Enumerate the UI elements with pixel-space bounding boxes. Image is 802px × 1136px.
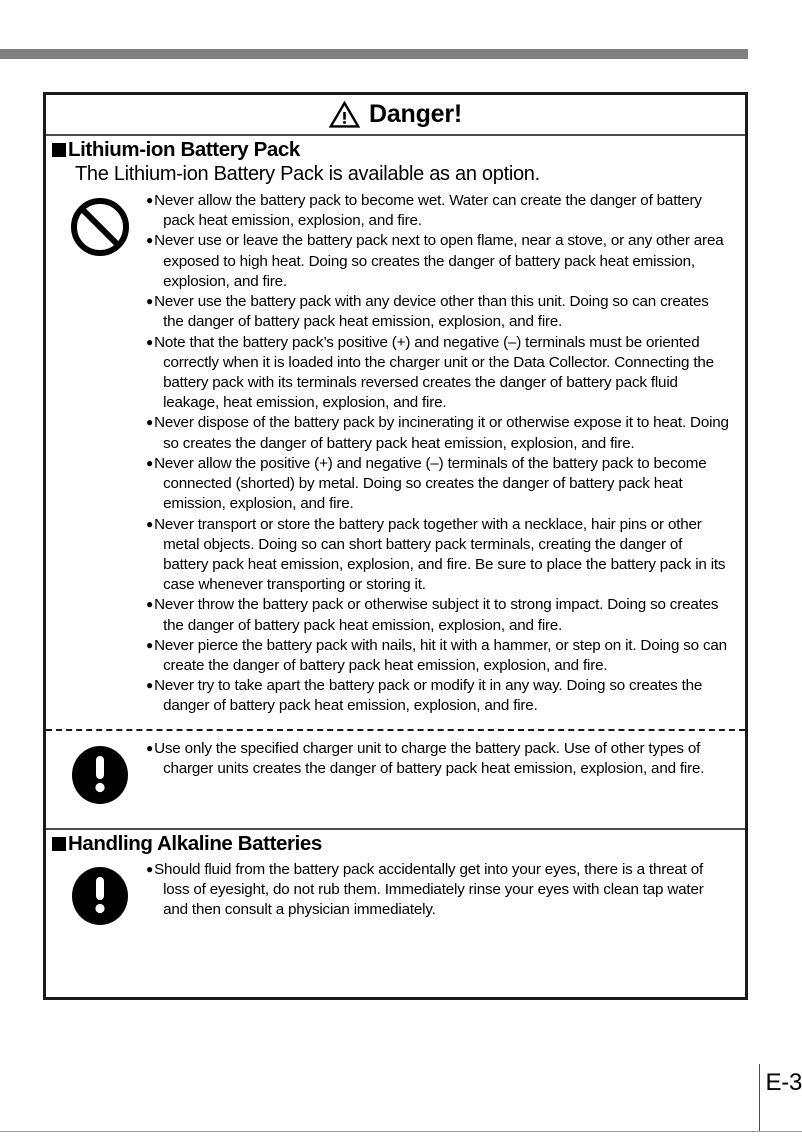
round-bullet-icon: ● [146, 516, 154, 531]
warning-triangle-icon [329, 101, 360, 128]
danger-panel [43, 92, 748, 1000]
round-bullet-icon: ● [146, 597, 154, 612]
section-heading-label: Lithium-ion Battery Pack [68, 138, 300, 161]
page-footer [0, 1069, 802, 1115]
icon-column [54, 860, 146, 927]
danger-title: Danger! [368, 100, 463, 128]
list-item [146, 676, 731, 716]
list-item-text: Never transport or store the battery pack together with a necklace, hair pins or other metal objects. Doing so can short battery pack terminals, creating the danger of battery pack heat emission, explosion, and fire. Be sure to place the battery pack in its case whenever transporting or storing it. [154, 515, 726, 594]
section-lithium-ion-battery-pack [46, 136, 745, 828]
list-item [146, 636, 731, 676]
top-decorative-rule [0, 49, 748, 59]
list-item [146, 739, 731, 779]
list-item-text: Never try to take apart the battery pack or modify it in any way. Doing so creates the danger of battery pack heat emission, explosion, and fire. [154, 677, 703, 715]
list-item [146, 595, 731, 635]
warning-block-prohibited [46, 186, 745, 723]
round-bullet-icon: ● [146, 415, 154, 430]
warning-text-column [146, 739, 737, 779]
round-bullet-icon: ● [146, 678, 154, 693]
list-item [146, 454, 731, 515]
section-heading-lithium [46, 136, 745, 162]
square-bullet-icon [52, 837, 66, 851]
icon-column [54, 191, 146, 258]
warning-text-column [146, 191, 737, 717]
round-bullet-icon: ● [146, 233, 154, 248]
round-bullet-icon: ● [146, 193, 154, 207]
list-item [146, 333, 731, 414]
section-heading-alkaline [46, 830, 745, 856]
section-heading-label: Handling Alkaline Batteries [68, 831, 322, 855]
round-bullet-icon: ● [146, 294, 154, 309]
warning-block-mandatory-alkaline [46, 856, 745, 933]
list-item [146, 413, 731, 453]
prohibition-icon [69, 196, 131, 258]
warning-text-column [146, 860, 737, 921]
list-item [146, 231, 731, 292]
page-number-rule [759, 1064, 760, 1131]
list-item-text: Never use or leave the battery pack next to open flame, near a stove, or any other area exposed to high heat. Doing so creates the danger of battery pack heat emission, explosion, and fire. [154, 232, 724, 290]
mandatory-icon [69, 744, 131, 806]
list-item-text: Note that the battery pack’s positive (+) and negative (–) terminals must be oriented correctly when it is loaded into the charger unit or the Data Collector. Connecting the battery pack with its terminals reversed creates the danger of battery pack fluid leakage, heat emission, explosion, and fire. [154, 333, 714, 412]
list-item-text: Use only the specified charger unit to charge the battery pack. Use of other types of charger units creates the danger of battery pack heat emission, explosion, and fire. [154, 739, 705, 777]
bottom-decorative-rule [0, 1131, 802, 1132]
list-item [146, 191, 731, 231]
mandatory-icon [69, 865, 131, 927]
list-item-text: Never pierce the battery pack with nails, hit it with a hammer, or step on it. Doing so can create the danger of battery pack heat emission, explosion, and fire. [154, 636, 727, 675]
danger-header [46, 95, 745, 136]
round-bullet-icon: ● [146, 334, 154, 349]
list-item-text: Never allow the battery pack to become wet. Water can create the danger of battery pack heat emission, explosion, and fire. [154, 192, 702, 230]
round-bullet-icon: ● [146, 861, 154, 876]
round-bullet-icon: ● [146, 637, 154, 652]
section-handling-alkaline-batteries [46, 830, 745, 933]
section-subtitle-lithium: The Lithium-ion Battery Pack is available as an option. [75, 163, 540, 185]
round-bullet-icon: ● [146, 455, 154, 470]
round-bullet-icon: ● [146, 740, 154, 755]
list-item-text: Never dispose of the battery pack by incinerating it or otherwise expose it to heat. Doing so creates the danger of battery pack heat emission, explosion, and fire. [154, 414, 729, 452]
list-item [146, 515, 731, 596]
list-item [146, 292, 731, 332]
page-number-group [759, 1069, 802, 1115]
list-item [146, 860, 731, 921]
page-number: E-3 [765, 1069, 802, 1096]
list-item-text: Never use the battery pack with any device other than this unit. Doing so can creates the danger of battery pack heat emission, explosion, and fire. [154, 293, 709, 331]
list-item-text: Never allow the positive (+) and negative (–) terminals of the battery pack to become connected (shorted) by metal. Doing so creates the danger of battery pack heat emission, explosion, and fire. [154, 454, 707, 513]
list-item-text: Should fluid from the battery pack accidentally get into your eyes, there is a threat of loss of eyesight, do not rub them. Immediately rinse your eyes with clean tap water and then consult a physician immediately. [154, 860, 704, 919]
square-bullet-icon [52, 143, 66, 157]
icon-column [54, 739, 146, 806]
list-item-text: Never throw the battery pack or otherwise subject it to strong impact. Doing so creates the danger of battery pack heat emission, explosion, and fire. [154, 596, 719, 634]
warning-block-mandatory [46, 731, 745, 828]
